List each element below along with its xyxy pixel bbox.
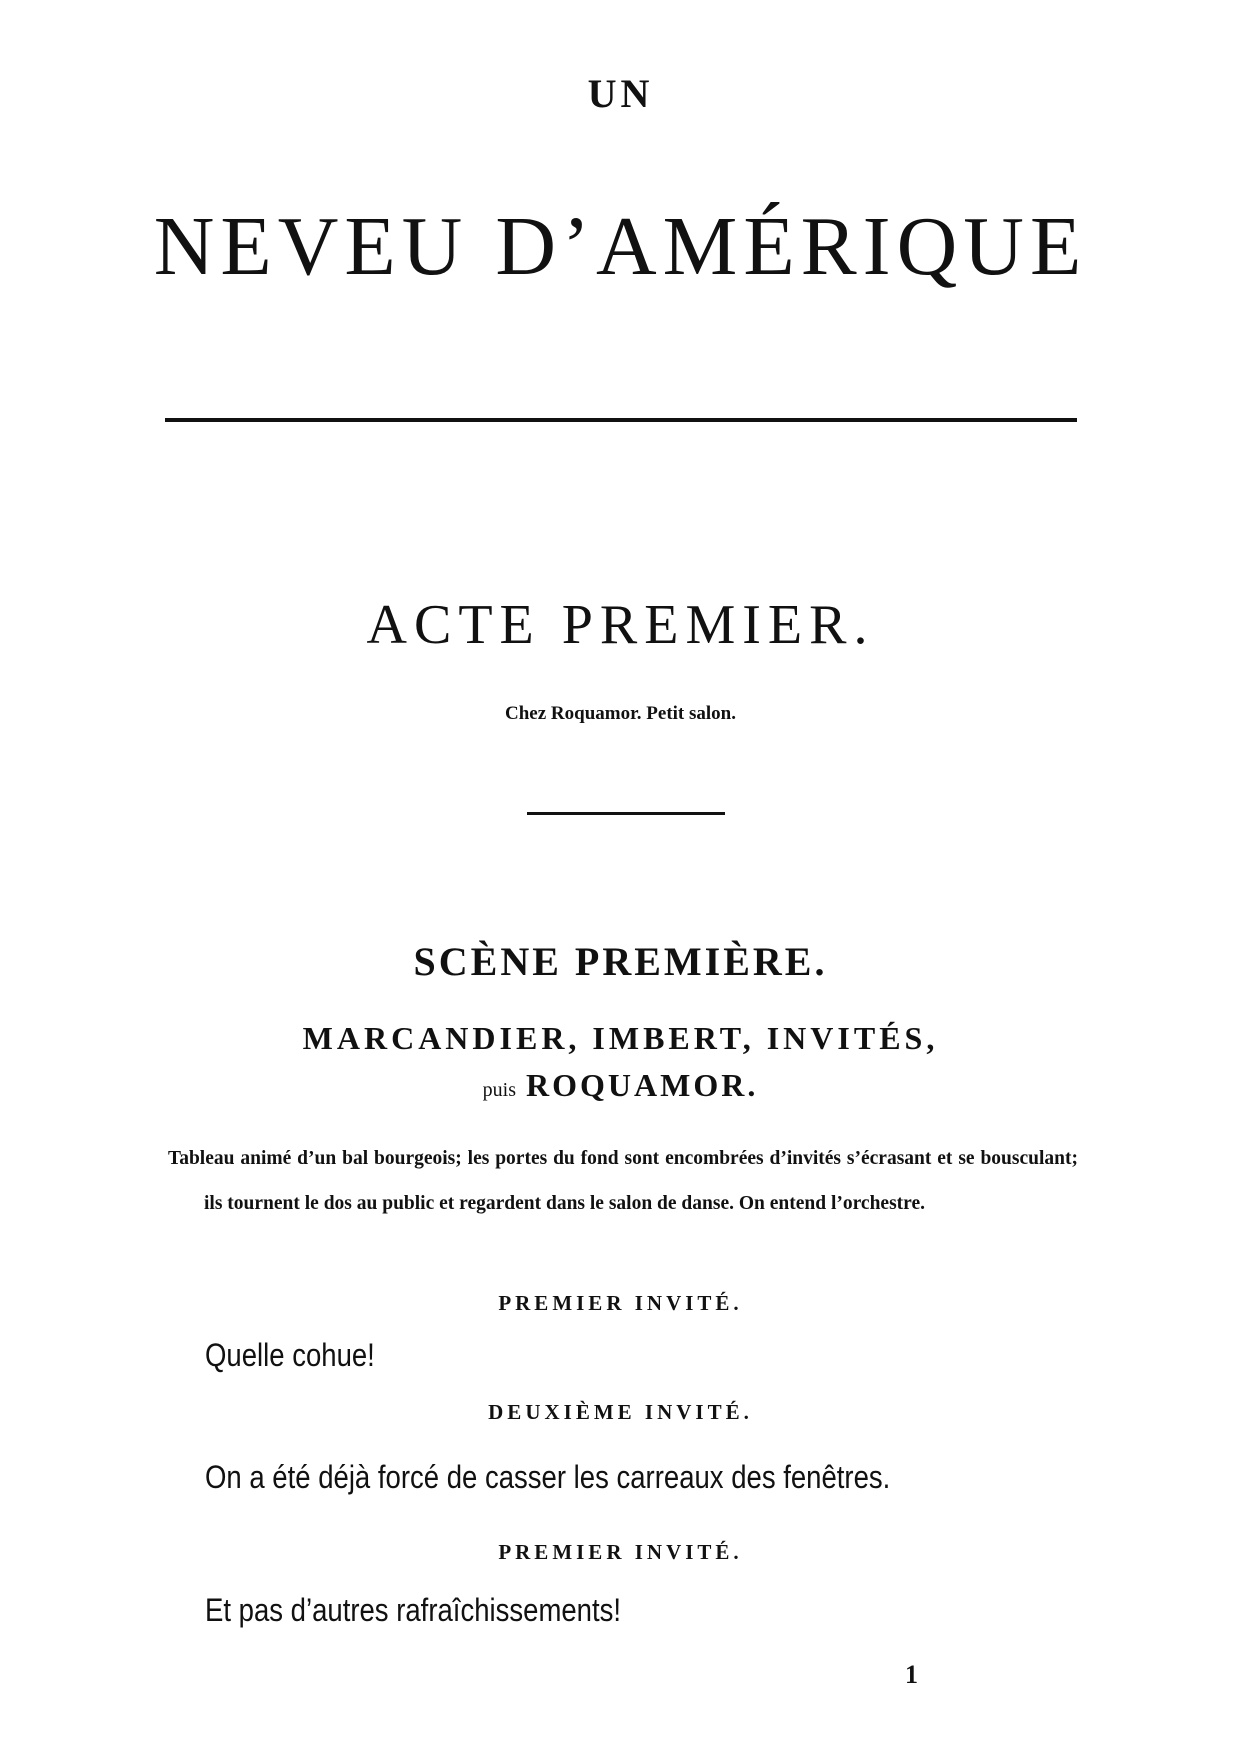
scene-title: SCÈNE PREMIÈRE.: [413, 939, 828, 984]
act-setting: Chez Roquamor. Petit salon.: [505, 703, 736, 724]
title-divider: [165, 418, 1077, 422]
speech-line: On a été déjà forcé de casser les carreaux des fenêtres.: [205, 1459, 891, 1495]
speaker-label: DEUXIÈME INVITÉ.: [488, 1400, 753, 1424]
scene-characters: MARCANDIER, IMBERT, INVITÉS,: [302, 1020, 939, 1056]
speech-line: Quelle cohue!: [205, 1337, 375, 1373]
speaker-label: PREMIER INVITÉ.: [498, 1291, 743, 1315]
pre-title: UN: [587, 71, 654, 116]
act-divider: [527, 812, 725, 815]
play-title: NEVEU D’AMÉRIQUE: [153, 200, 1088, 293]
stage-direction: [168, 1136, 1078, 1226]
scene-characters-continued: [0, 1069, 1241, 1101]
stage-direction-text: Tableau animé d’un bal bourgeois; les portes du fond sont encombrées d’invités s’écrasant et se bousculant; ils tournent le dos au public et regardent dans le salon de danse. On entend l’orchestre.: [168, 1148, 1078, 1214]
scene-character-roquamor: ROQUAMOR.: [526, 1067, 759, 1103]
speaker-label: PREMIER INVITÉ.: [498, 1540, 743, 1564]
page-number: 1: [905, 1660, 918, 1689]
puis-word: puis: [482, 1079, 517, 1101]
speech-line: Et pas d’autres rafraîchissements!: [205, 1592, 622, 1628]
act-title: ACTE PREMIER.: [366, 594, 875, 656]
